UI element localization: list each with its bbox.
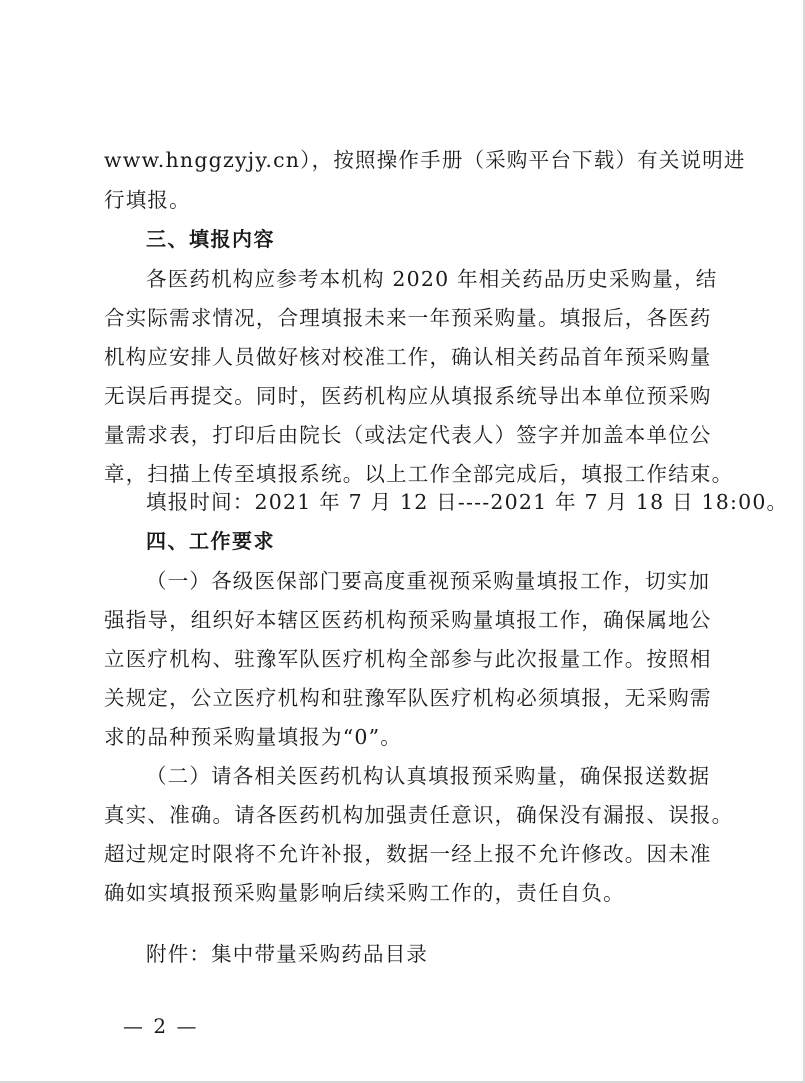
body-line: 章，扫描上传至填报系统。以上工作全部完成后，填报工作结束。	[104, 462, 734, 486]
body-line: 无误后再提交。同时，医药机构应从填报系统导出本单位预采购	[104, 384, 712, 408]
body-line: 真实、准确。请各医药机构加强责任意识，确保没有漏报、误报。	[104, 803, 734, 827]
body-line: 确如实填报预采购量影响后续采购工作的，责任自负。	[104, 881, 625, 905]
paragraph-first-line: （二）请各相关医药机构认真填报预采购量，确保报送数据	[146, 764, 711, 788]
body-line: 立医疗机构、驻豫军队医疗机构全部参与此次报量工作。按照相	[104, 647, 712, 671]
body-line: 机构应安排人员做好核对校准工作，确认相关药品首年预采购量	[104, 345, 712, 369]
page-number: — 2 —	[123, 1014, 199, 1038]
body-line: www.hnggzyjy.cn），按照操作手册（采购平台下载）有关说明进	[104, 148, 746, 172]
paragraph-first-line: （一）各级医保部门要高度重视预采购量填报工作，切实加	[146, 569, 711, 593]
attachment-line: 附件：集中带量采购药品目录	[146, 942, 429, 966]
body-line: 求的品种预采购量填报为“0”。	[104, 725, 403, 749]
body-line: 关规定，公立医疗机构和驻豫军队医疗机构必须填报，无采购需	[104, 686, 712, 710]
paragraph-first-line: 各医药机构应参考本机构 2020 年相关药品历史采购量，结	[146, 267, 718, 291]
section-heading-3: 三、填报内容	[146, 227, 275, 251]
body-line: 量需求表，打印后由院长（或法定代表人）签字并加盖本单位公	[104, 423, 712, 447]
body-line: 行填报。	[104, 188, 191, 212]
fill-time-line: 填报时间：2021 年 7 月 12 日----2021 年 7 月 18 日 18:00。	[146, 490, 789, 514]
body-line: 合实际需求情况，合理填报未来一年预采购量。填报后，各医药	[104, 306, 712, 330]
body-line: 超过规定时限将不允许补报，数据一经上报不允许修改。因未准	[104, 842, 712, 866]
section-heading-4: 四、工作要求	[146, 529, 275, 553]
body-line: 强指导，组织好本辖区医药机构预采购量填报工作，确保属地公	[104, 608, 712, 632]
